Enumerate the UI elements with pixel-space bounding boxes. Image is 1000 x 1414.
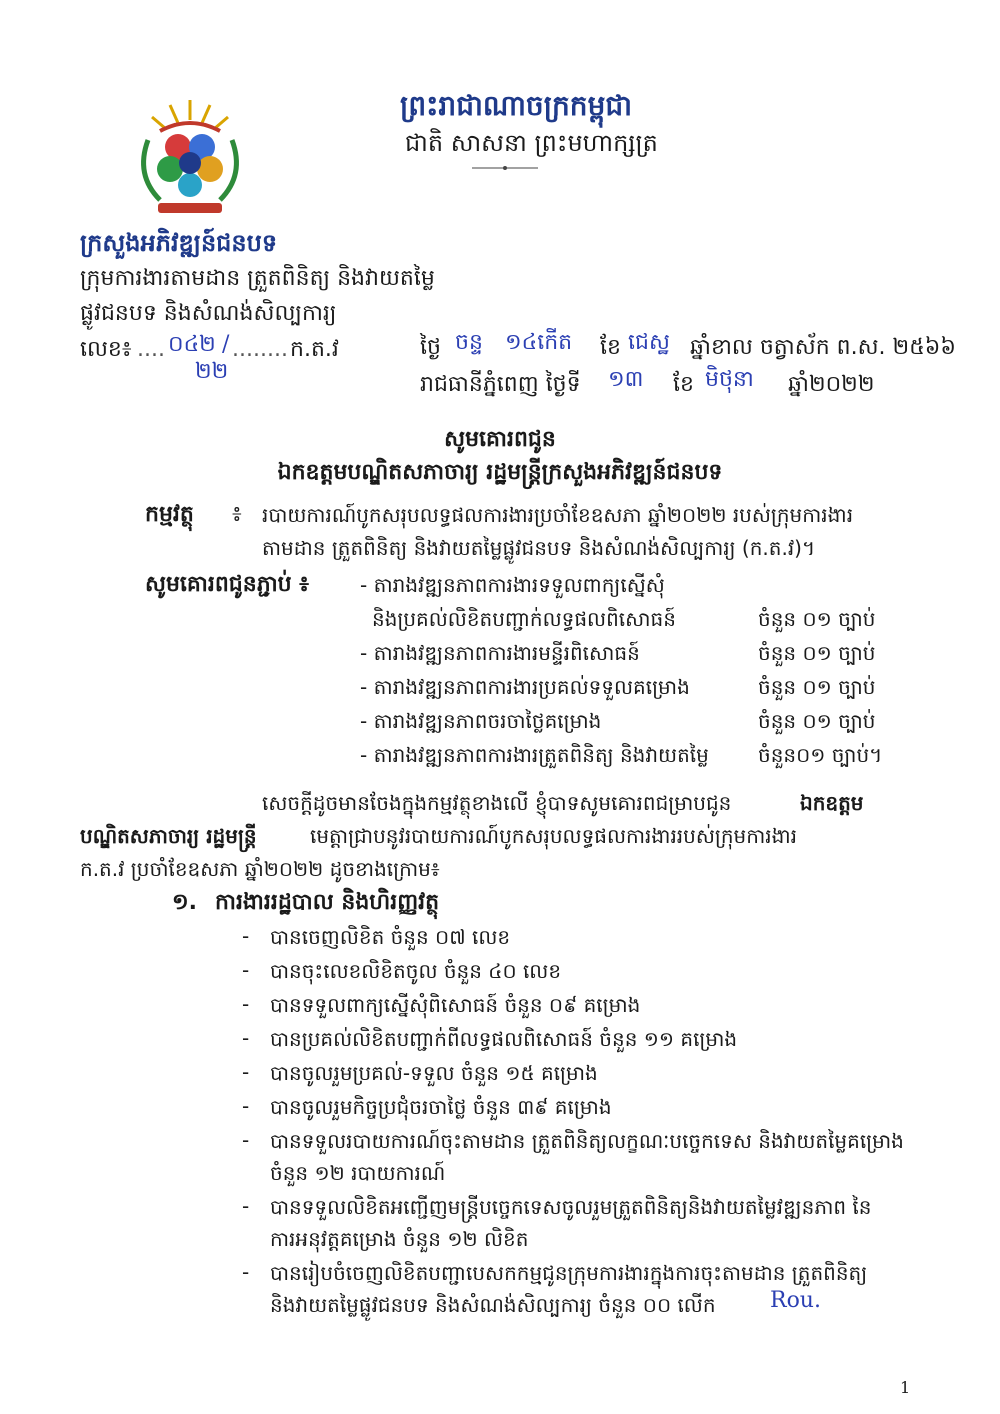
list-bullet: - [242, 1194, 250, 1218]
list-item: បានទទួលរបាយការណ៍ចុះតាមដាន ត្រួតពិនិត្យលក្ខណៈបច្ចេកទេស និងវាយតម្លៃគម្រោង [270, 1129, 904, 1153]
handwritten-initials: Rou. [770, 1288, 821, 1313]
ornament-divider [470, 162, 540, 174]
unit-name-line2: ផ្លូវជនបទ និងសំណង់សិល្បការ្យ [80, 301, 337, 326]
list-bullet: - [242, 1260, 250, 1284]
attachment-item-2-count: ចំនួន ០១ ច្បាប់ [758, 641, 876, 665]
attachment-item-1-count: ចំនួន ០១ ច្បាប់ [758, 607, 876, 631]
kingdom-title: ព្រះរាជាណាចក្រកម្ពុជា [400, 89, 633, 122]
reference-prefix: លេខ៖ [80, 337, 132, 362]
list-item: បានប្រគល់លិខិតបញ្ជាក់ពីលទ្ធផលពិសោធន៍ ចំនួន ១១ គម្រោង [270, 1027, 738, 1051]
list-item: បានចេញលិខិត ចំនួន ០៧ លេខ [270, 925, 511, 949]
addressee-salutation: សូមគោរពជូន [444, 427, 556, 452]
attachment-item-5-count: ចំនួន០១ ច្បាប់។ [758, 743, 883, 767]
list-bullet: - [242, 958, 250, 982]
subject-colon: ៖ [232, 502, 242, 527]
reference-dots-left: .... [137, 337, 165, 362]
solar-day: ១៣ [608, 367, 644, 392]
ministry-logo [130, 95, 250, 220]
list-bullet: - [242, 1094, 250, 1118]
list-bullet: - [242, 1026, 250, 1050]
attachment-item-2: - តារាងវឌ្ឍនភាពការងារមន្ទីរពិសោធន៍ [360, 641, 640, 665]
lunar-day: ១៤កើត [505, 330, 573, 355]
addressee-title: ឯកឧត្តមបណ្ឌិតសភាចារ្យ រដ្ឋមន្ត្រីក្រសួងអភិវឌ្ឍន៍ជនបទ [277, 460, 723, 485]
lunar-month-prefix: ខែ [600, 335, 621, 360]
solar-month-prefix: ខែ [673, 372, 694, 397]
body-line1-title: ឯកឧត្តម [800, 791, 864, 815]
reference-suffix: ក.ត.វ [290, 337, 339, 362]
reference-number: ០៤២ [168, 332, 216, 357]
subject-label: កម្មវត្ថុ [145, 502, 194, 527]
subject-line1: របាយការណ៍បូកសរុបលទ្ធផលការងារប្រចាំខែឧសភា ឆ្នាំ២០២២ របស់ក្រុមការងារ [262, 503, 854, 527]
attachment-item-4-count: ចំនួន ០១ ច្បាប់ [758, 709, 876, 733]
lunar-prefix: ថ្ងៃ [420, 335, 441, 360]
body-line1-text: សេចក្តីដូចមានចែងក្នុងកម្មវត្ថុខាងលើ ខ្ញុំបាទសូមគោរពជម្រាបជូន [262, 791, 732, 815]
attachment-item-5: - តារាងវឌ្ឍនភាពការងារត្រួតពិនិត្យ និងវាយតម្លៃ [360, 743, 709, 767]
section1-title: ការងាររដ្ឋបាល និងហិរញ្ញវត្ថុ [215, 890, 440, 915]
lunar-weekday: ចន្ទ [455, 330, 483, 355]
ministry-name: ក្រសួងអភិវឌ្ឍន៍ជនបទ [80, 229, 278, 257]
list-item: បានទទួលពាក្យស្នើសុំពិសោធន៍ ចំនួន ០៩ គម្រោង [270, 993, 641, 1017]
attachment-item-1: - តារាងវឌ្ឍនភាពការងារទទួលពាក្យស្នើសុំ [360, 573, 665, 597]
body-line2-text: មេត្តាជ្រាបនូវរបាយការណ៍បូកសរុបលទ្ធផលការងាររបស់ក្រុមការងារ [310, 824, 798, 848]
national-motto: ជាតិ សាសនា ព្រះមហាក្សត្រ [405, 129, 658, 157]
unit-name-line1: ក្រុមការងារតាមដាន ត្រួតពិនិត្យ និងវាយតម្លៃ [80, 266, 435, 291]
list-item-cont: ការអនុវត្តគម្រោង ចំនួន ១២ លិខិត [270, 1227, 529, 1251]
solar-month: មិថុនា [705, 367, 754, 392]
lunar-month: ជេស្ឋ [628, 330, 670, 355]
list-item: បានចូលរួមប្រគល់-ទទួល ចំនួន ១៥ គម្រោង [270, 1061, 598, 1085]
reference-year: ២២ [195, 359, 229, 384]
solar-year: ឆ្នាំ២០២២ [788, 372, 875, 397]
list-bullet: - [242, 1128, 250, 1152]
list-item-cont: ចំនួន ១២ របាយការណ៍ [270, 1161, 446, 1185]
list-item-cont: និងវាយតម្លៃផ្លូវជនបទ និងសំណង់សិល្បការ្យ ចំនួន ០០ លើក [270, 1293, 716, 1317]
list-item: បានចុះលេខលិខិតចូល ចំនួន ៤០ លេខ [270, 959, 562, 983]
attachment-item-3-count: ចំនួន ០១ ច្បាប់ [758, 675, 876, 699]
section1-number: ១. [172, 890, 198, 915]
subject-line2: តាមដាន ត្រួតពិនិត្យ និងវាយតម្លៃផ្លូវជនបទ និងសំណង់សិល្បការ្យ (ក.ត.វ)។ [262, 536, 816, 560]
list-item: បានទទួលលិខិតអញ្ជើញមន្ត្រីបច្ចេកទេសចូលរួមត្រួតពិនិត្យនិងវាយតម្លៃវឌ្ឍនភាព នៃ [270, 1195, 872, 1219]
list-item: បានចូលរួមកិច្ចប្រជុំចរចាថ្លៃ ចំនួន ៣៩ គម្រោង [270, 1095, 612, 1119]
reference-slash: / [222, 332, 230, 357]
body-line2-title: បណ្ឌិតសភាចារ្យ រដ្ឋមន្ត្រី [80, 824, 257, 848]
list-item: បានរៀបចំចេញលិខិតបញ្ជាបេសកកម្មជូនក្រុមការងារក្នុងការចុះតាមដាន ត្រួតពិនិត្យ [270, 1261, 868, 1285]
solar-prefix: រាជធានីភ្នំពេញ ថ្ងៃទី [420, 372, 581, 397]
body-line3-text: ក.ត.វ ប្រចាំខែឧសភា ឆ្នាំ២០២២ ដូចខាងក្រោម៖ [80, 857, 440, 881]
list-bullet: - [242, 992, 250, 1016]
reference-dots-right: ........ [232, 337, 288, 362]
list-bullet: - [242, 924, 250, 948]
attachments-label: សូមគោរពជូនភ្ជាប់ ៖ [145, 572, 309, 597]
attachment-item-1-cont: និងប្រគល់លិខិតបញ្ជាក់លទ្ធផលពិសោធន៍ [372, 607, 676, 631]
attachment-item-4: - តារាងវឌ្ឍនភាពចរចាថ្លៃគម្រោង [360, 709, 602, 733]
page-number: 1 [900, 1378, 911, 1397]
list-bullet: - [242, 1060, 250, 1084]
lunar-year: ឆ្នាំខាល ចត្វាស័ក ព.ស. ២៥៦៦ [690, 335, 956, 360]
attachment-item-3: - តារាងវឌ្ឍនភាពការងារប្រគល់ទទួលគម្រោង [360, 675, 690, 699]
